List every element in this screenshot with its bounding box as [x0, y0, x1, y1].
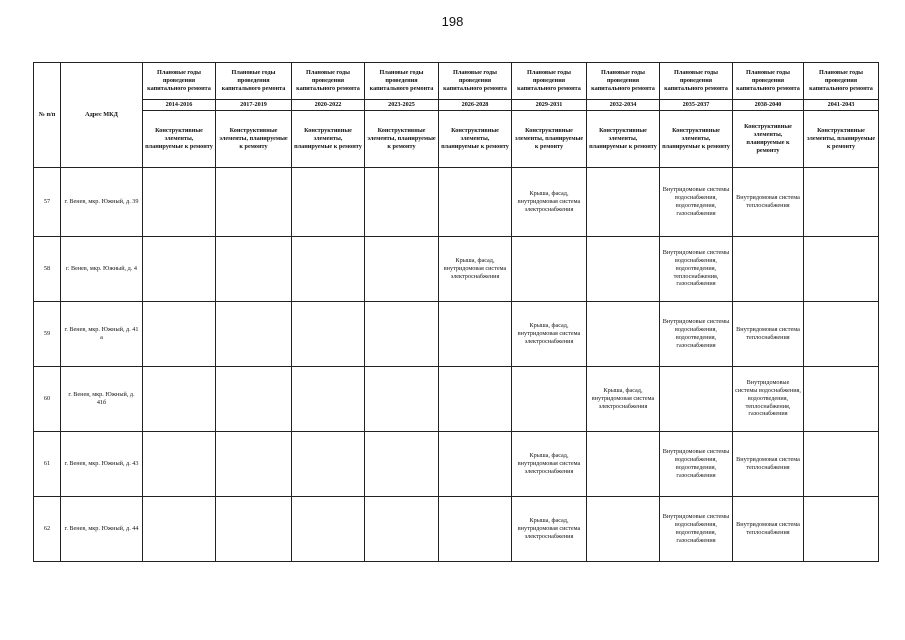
repair-cell: Внутридомовая система теплоснабжения: [733, 431, 804, 496]
repair-cell: [439, 366, 512, 431]
header-elements: Конструктивные элементы, планируемые к ремонту: [365, 110, 439, 167]
row-address: г. Венев, мкр. Южный, д. 43: [61, 431, 143, 496]
repair-cell: [143, 366, 216, 431]
header-plan-years: Плановые годы проведения капитального ремонта: [587, 63, 660, 100]
repair-cell: [143, 167, 216, 236]
repair-cell: [804, 236, 879, 301]
header-elements: Конструктивные элементы, планируемые к ремонту: [660, 110, 733, 167]
row-number: 59: [34, 301, 61, 366]
header-plan-years: Плановые годы проведения капитального ремонта: [292, 63, 365, 100]
repair-cell: [587, 167, 660, 236]
repair-cell: [216, 496, 292, 561]
header-plan-years: Плановые годы проведения капитального ремонта: [143, 63, 216, 100]
repair-cell: [143, 301, 216, 366]
row-address: г. Венев, мкр. Южный, д. 41б: [61, 366, 143, 431]
repair-cell: [587, 496, 660, 561]
row-number: 60: [34, 366, 61, 431]
repair-cell: [292, 236, 365, 301]
table-row: [34, 431, 879, 496]
repair-cell: Внутридомовая система теплоснабжения: [733, 496, 804, 561]
header-period: 2026-2028: [439, 100, 512, 111]
header-plan-years: Плановые годы проведения капитального ремонта: [216, 63, 292, 100]
repair-cell: Крыша, фасад, внутридомовая система электроснабжения: [512, 431, 587, 496]
page-number: 198: [441, 14, 464, 29]
header-period: 2029-2031: [512, 100, 587, 111]
repair-cell: [143, 431, 216, 496]
repair-cell: [512, 366, 587, 431]
header-plan-years: Плановые годы проведения капитального ремонта: [733, 63, 804, 100]
row-number: 57: [34, 167, 61, 236]
header-elements: Конструктивные элементы, планируемые к ремонту: [587, 110, 660, 167]
repair-cell: [365, 366, 439, 431]
header-period: 2035-2037: [660, 100, 733, 111]
repair-cell: [439, 301, 512, 366]
repair-cell: [439, 167, 512, 236]
repair-cell: Внутридомовые системы водоснабжения, водоотведения, газоснабжения: [660, 496, 733, 561]
header-elements: Конструктивные элементы, планируемые к ремонту: [292, 110, 365, 167]
header-elements: Конструктивные элементы, планируемые к ремонту: [143, 110, 216, 167]
repair-cell: [292, 366, 365, 431]
table-row: [34, 496, 879, 561]
repair-cell: [439, 496, 512, 561]
repair-cell: [512, 236, 587, 301]
table-row: [34, 301, 879, 366]
repair-cell: [292, 167, 365, 236]
table-row: [34, 236, 879, 301]
repair-cell: [733, 236, 804, 301]
repair-cell: [216, 431, 292, 496]
repair-cell: Внутридомовые системы водоснабжения, водоотведения, газоснабжения: [660, 301, 733, 366]
repair-cell: [143, 496, 216, 561]
row-address: г. Венев, мкр. Южный, д. 41 а: [61, 301, 143, 366]
header-num: № п/п: [34, 63, 61, 168]
repair-cell: [365, 236, 439, 301]
header-period: 2038-2040: [733, 100, 804, 111]
repair-cell: [804, 301, 879, 366]
repair-cell: Крыша, фасад, внутридомовая система электроснабжения: [512, 301, 587, 366]
repair-cell: [292, 301, 365, 366]
repair-cell: [292, 496, 365, 561]
header-plan-years: Плановые годы проведения капитального ремонта: [365, 63, 439, 100]
repair-cell: Внутридомовая система теплоснабжения: [733, 301, 804, 366]
repair-cell: [365, 301, 439, 366]
header-period: 2023-2025: [365, 100, 439, 111]
repair-cell: [804, 496, 879, 561]
repair-cell: [365, 431, 439, 496]
header-plan-years: Плановые годы проведения капитального ремонта: [439, 63, 512, 100]
repair-cell: [365, 167, 439, 236]
row-address: г. Венев, мкр. Южный, д. 4: [61, 236, 143, 301]
repair-cell: [216, 301, 292, 366]
repair-cell: Внутридомовые системы водоснабжения, водоотведения, теплоснабжения, газоснабжения: [660, 236, 733, 301]
repair-cell: Крыша, фасад, внутридомовая система электроснабжения: [587, 366, 660, 431]
table-row: [34, 167, 879, 236]
table-row: [34, 366, 879, 431]
row-number: 58: [34, 236, 61, 301]
repair-cell: Внутридомовые системы водоснабжения, водоотведения, газоснабжения: [660, 167, 733, 236]
repair-cell: [804, 366, 879, 431]
header-plan-years: Плановые годы проведения капитального ремонта: [804, 63, 879, 100]
header-address: Адрес МКД: [61, 63, 143, 168]
header-period: 2014-2016: [143, 100, 216, 111]
repair-cell: Внутридомовые системы водоснабжения, водоотведения, теплоснабжения, газоснабжения: [733, 366, 804, 431]
header-plan-years: Плановые годы проведения капитального ремонта: [660, 63, 733, 100]
header-period: 2032-2034: [587, 100, 660, 111]
row-number: 62: [34, 496, 61, 561]
repair-cell: [587, 431, 660, 496]
repair-cell: Крыша, фасад, внутридомовая система электроснабжения: [439, 236, 512, 301]
header-plan-years: Плановые годы проведения капитального ремонта: [512, 63, 587, 100]
header-period: 2017-2019: [216, 100, 292, 111]
repair-cell: [365, 496, 439, 561]
repair-cell: [216, 366, 292, 431]
repair-cell: [292, 431, 365, 496]
header-period: 2020-2022: [292, 100, 365, 111]
repair-cell: [216, 236, 292, 301]
repair-cell: [439, 431, 512, 496]
repair-cell: [587, 236, 660, 301]
repair-schedule-table: [33, 62, 879, 562]
repair-cell: [143, 236, 216, 301]
header-period: 2041-2043: [804, 100, 879, 111]
repair-cell: Внутридомовая система теплоснабжения: [733, 167, 804, 236]
repair-cell: [804, 167, 879, 236]
header-elements: Конструктивные элементы, планируемые к ремонту: [733, 110, 804, 167]
row-address: г. Венев, мкр. Южный, д. 44: [61, 496, 143, 561]
header-elements: Конструктивные элементы, планируемые к ремонту: [804, 110, 879, 167]
repair-cell: [804, 431, 879, 496]
header-elements: Конструктивные элементы, планируемые к ремонту: [439, 110, 512, 167]
header-elements: Конструктивные элементы, планируемые к ремонту: [512, 110, 587, 167]
repair-cell: Крыша, фасад, внутридомовая система электроснабжения: [512, 496, 587, 561]
row-address: г. Венев, мкр. Южный, д. 39: [61, 167, 143, 236]
repair-cell: [660, 366, 733, 431]
repair-cell: Крыша, фасад, внутридомовая система электроснабжения: [512, 167, 587, 236]
header-elements: Конструктивные элементы, планируемые к ремонту: [216, 110, 292, 167]
row-number: 61: [34, 431, 61, 496]
repair-cell: Внутридомовые системы водоснабжения, водоотведения, газоснабжения: [660, 431, 733, 496]
repair-cell: [587, 301, 660, 366]
repair-cell: [216, 167, 292, 236]
